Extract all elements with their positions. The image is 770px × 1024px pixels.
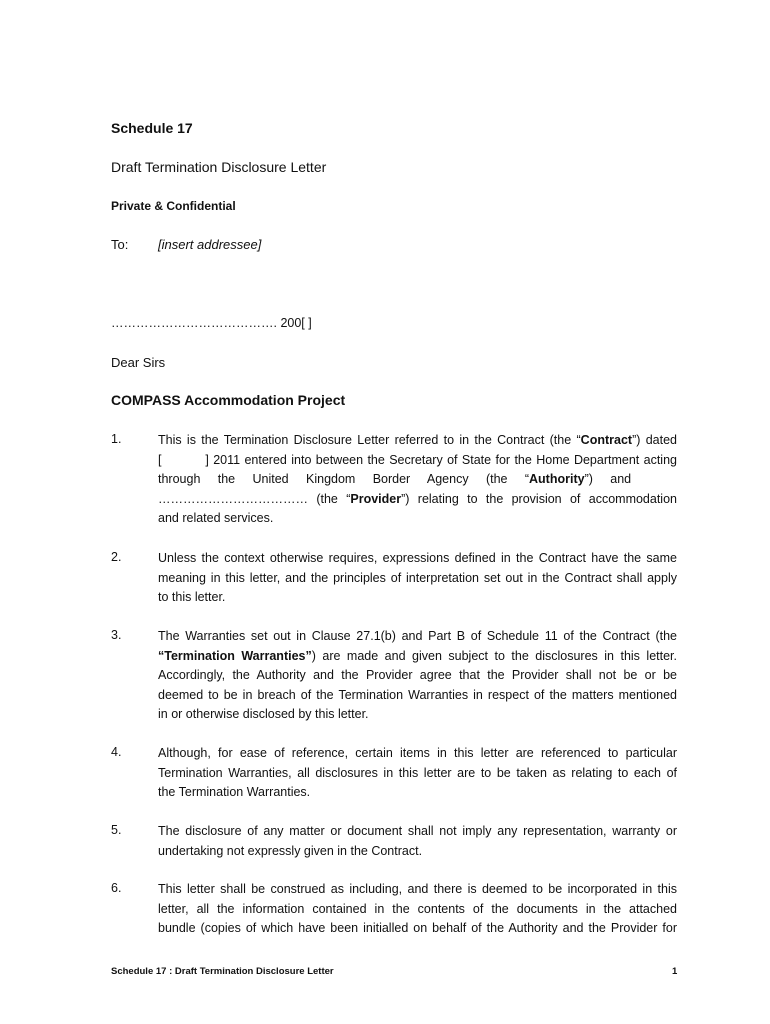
date-line: …………………………………. 200[ ] xyxy=(111,316,312,330)
paragraph-line: in or otherwise disclosed by this letter. xyxy=(158,707,369,722)
defined-term-termination-warranties: “Termination Warranties” xyxy=(158,648,312,663)
paragraph-line xyxy=(158,470,677,490)
text-run: ”) relating to the provision of accommodation xyxy=(401,491,677,506)
text-run: This is the Termination Disclosure Letter referred to in the Contract (the “ xyxy=(158,433,581,447)
paragraph-number: 2. xyxy=(111,550,122,564)
paragraph-line: Accordingly, the Authority and the Provider agree that the Provider shall not be or be xyxy=(158,668,677,683)
paragraph-line: letter, all the information contained in the contents of the documents in the attached xyxy=(158,901,677,916)
paragraph-line: Unless the context otherwise requires, expressions defined in the Contract have the same xyxy=(158,551,677,565)
salutation: Dear Sirs xyxy=(111,355,166,370)
paragraph-line: This letter shall be construed as including, and there is deemed to be incorporated in this xyxy=(158,882,677,896)
paragraph-line: Termination Warranties, all disclosures in this letter are to be taken as relating to each of xyxy=(158,765,677,780)
paragraph-number: 6. xyxy=(111,881,122,895)
paragraph-2 xyxy=(158,549,677,608)
page-number: 1 xyxy=(672,966,678,977)
text-run: ”) and xyxy=(584,472,632,487)
paragraph-line: The disclosure of any matter or document shall not imply any representation, warranty or xyxy=(158,824,677,838)
text-run: through the United Kingdom Border Agency (the “ xyxy=(158,472,530,487)
paragraph-line: The Warranties set out in Clause 27.1(b) and Part B of Schedule 11 of the Contract (the xyxy=(158,629,677,643)
text-run: ……………………………… (the “ xyxy=(158,491,351,506)
paragraph-line: meaning in this letter, and the principles of interpretation set out in the Contract shall apply xyxy=(158,570,677,585)
paragraph-line: bundle (copies of which have been initialled on behalf of the Authority and the Provider for xyxy=(158,921,677,936)
paragraph-1 xyxy=(158,431,677,529)
paragraph-3 xyxy=(158,627,677,725)
paragraph-line: [ ] 2011 entered into between the Secretary of State for the Home Department acting xyxy=(158,452,677,467)
paragraph-line xyxy=(158,647,677,667)
text-run: ) are made and given subject to the disclosures in this letter. xyxy=(311,648,677,663)
paragraph-line xyxy=(158,490,677,510)
paragraph-number: 5. xyxy=(111,823,122,837)
paragraph-line: and related services. xyxy=(158,511,274,526)
defined-term-contract: Contract xyxy=(580,433,633,447)
addressee-placeholder: [insert addressee] xyxy=(158,237,262,252)
document-title: Draft Termination Disclosure Letter xyxy=(111,159,327,175)
paragraph-line xyxy=(158,431,677,451)
paragraph-line: Although, for ease of reference, certain items in this letter are referenced to particular xyxy=(158,746,677,760)
paragraph-6 xyxy=(158,880,677,939)
paragraph-5 xyxy=(158,822,677,861)
schedule-heading: Schedule 17 xyxy=(111,120,193,136)
paragraph-number: 3. xyxy=(111,628,122,642)
confidential-label: Private & Confidential xyxy=(111,199,236,213)
paragraph-line: to this letter. xyxy=(158,590,226,605)
footer-title: Schedule 17 : Draft Termination Disclosure Letter xyxy=(111,966,334,977)
to-label: To: xyxy=(111,237,129,252)
paragraph-line: undertaking not expressly given in the Contract. xyxy=(158,843,423,858)
paragraph-number: 4. xyxy=(111,745,122,759)
paragraph-line: deemed to be in breach of the Termination Warranties in respect of the matters mentioned xyxy=(158,687,677,702)
project-title: COMPASS Accommodation Project xyxy=(111,392,346,408)
defined-term-provider: Provider xyxy=(350,491,402,506)
paragraph-line: the Termination Warranties. xyxy=(158,785,311,800)
text-run: ”) dated xyxy=(632,433,677,447)
defined-term-authority: Authority xyxy=(529,472,585,487)
paragraph-number: 1. xyxy=(111,432,122,446)
paragraph-4 xyxy=(158,744,677,803)
